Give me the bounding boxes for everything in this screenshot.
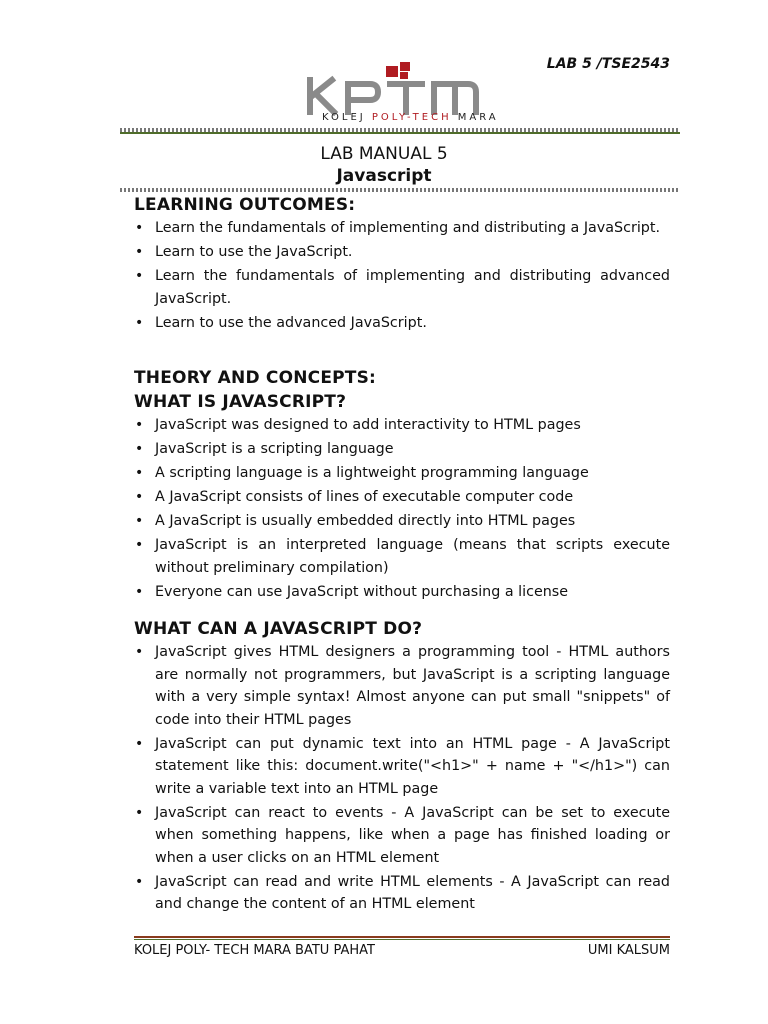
top-divider-green: [120, 132, 680, 134]
list-item: • JavaScript can put dynamic text into an HTML page - A JavaScript statement like this: document.write("<h1>" + name + "</h1>") can write a variable text into an HTML page: [134, 733, 670, 801]
list-item: • JavaScript is an interpreted language (means that scripts execute without preliminary compilation): [134, 534, 670, 579]
title-divider: [120, 188, 680, 192]
footer-author: UMI KALSUM: [587, 943, 670, 958]
list-item: • A scripting language is a lightweight programming language: [134, 462, 670, 485]
list-item: • JavaScript can react to events - A JavaScript can be set to execute when something happens, like when a page has finished loading or when a user clicks on an HTML element: [134, 802, 670, 870]
learning-outcomes-list: [134, 217, 670, 336]
lab-code: LAB 5 /TSE2543: [546, 56, 670, 72]
what-is-javascript-heading: WHAT IS JAVASCRIPT?: [134, 392, 347, 412]
learning-outcomes-heading: LEARNING OUTCOMES:: [134, 195, 356, 215]
what-can-javascript-do-heading: WHAT CAN A JAVASCRIPT DO?: [134, 619, 423, 639]
list-item: • Everyone can use JavaScript without purchasing a license: [134, 581, 670, 604]
footer-college: KOLEJ POLY- TECH MARA BATU PAHAT: [134, 943, 375, 958]
list-item: • JavaScript can read and write HTML elements - A JavaScript can read and change the content of an HTML element: [134, 871, 670, 916]
list-item: • JavaScript gives HTML designers a programming tool - HTML authors are normally not programmers, but JavaScript is a scripting language with a very simple syntax! Almost anyone can put small "snippets" of code into their HTML pages: [134, 641, 670, 731]
footer-rule-brown: [134, 936, 670, 938]
what-is-javascript-list: [134, 414, 670, 605]
footer-rule-green: [134, 939, 670, 940]
list-item: • A JavaScript is usually embedded directly into HTML pages: [134, 510, 670, 533]
list-item: • JavaScript was designed to add interactivity to HTML pages: [134, 414, 670, 437]
list-item: • Learn the fundamentals of implementing and distributing advanced JavaScript.: [134, 265, 670, 310]
page-footer: [134, 943, 670, 958]
manual-subtitle: Javascript: [336, 166, 432, 186]
list-item: • JavaScript is a scripting language: [134, 438, 670, 461]
manual-title: LAB MANUAL 5: [320, 144, 448, 164]
what-can-javascript-do-list: [134, 641, 670, 917]
list-item: • Learn to use the JavaScript.: [134, 241, 670, 264]
logo-subtitle: KOLEJ POLY-TECH MARA: [322, 112, 499, 123]
theory-heading: THEORY AND CONCEPTS:: [134, 368, 377, 388]
list-item: • Learn the fundamentals of implementing and distributing a JavaScript.: [134, 217, 670, 240]
list-item: • Learn to use the advanced JavaScript.: [134, 312, 670, 335]
list-item: • A JavaScript consists of lines of executable computer code: [134, 486, 670, 509]
